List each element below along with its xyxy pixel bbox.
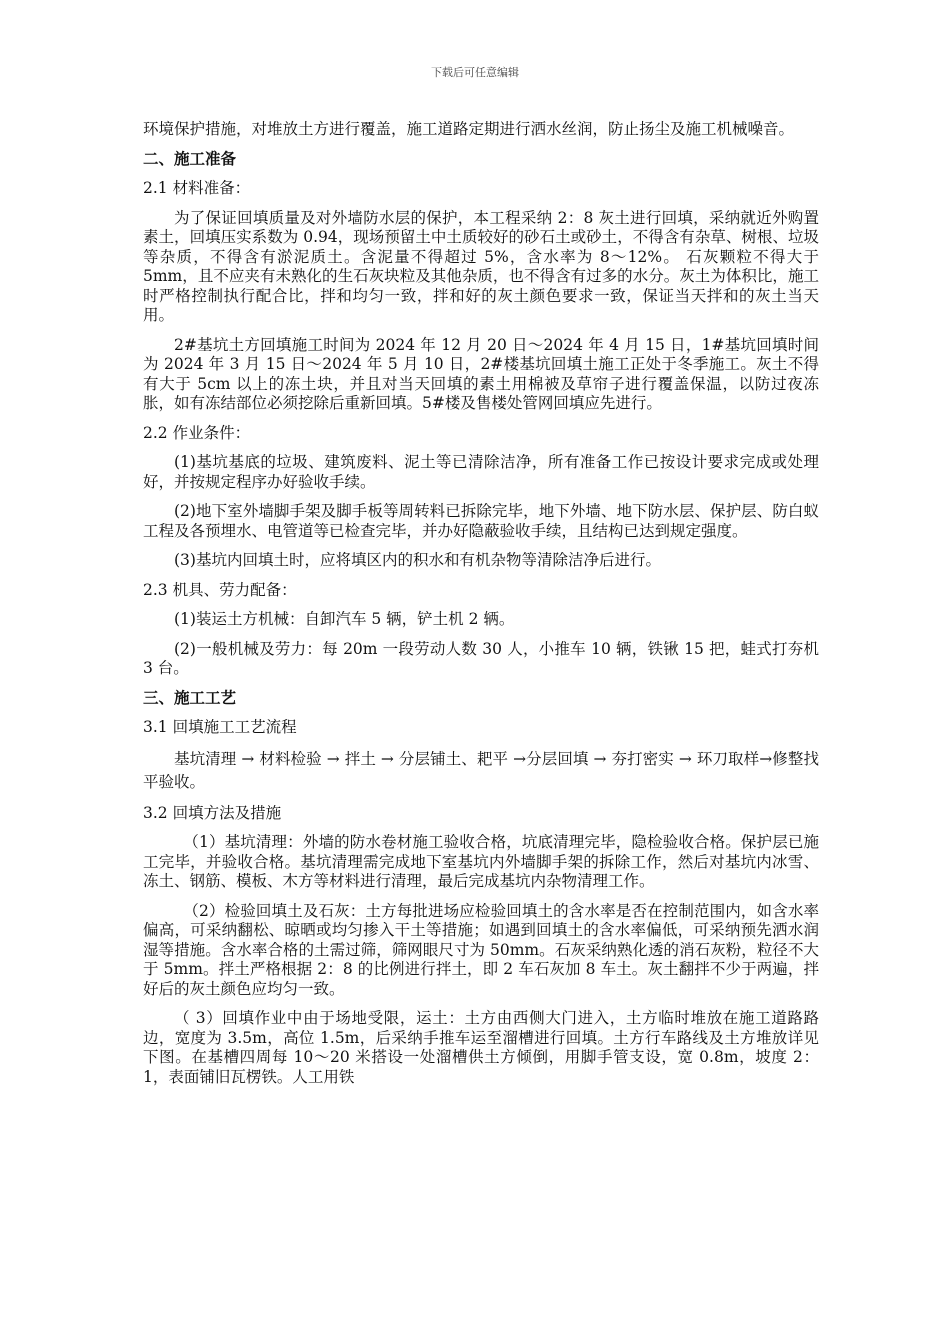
paragraph-2-1-schedule: 2#基坑土方回填施工时间为 2024 年 12 月 20 日～2024 年 4 月 15 日，1#基坑回填时间为 2024 年 3 月 15 日～2024 年 5 月 10 日，2#楼基坑回填土施工正处于冬季施工。灰土不得有大于 5cm 以上的冻土块，并且对当天回填的素土用棉被及草帘子进行覆盖保温，以防过夜冻胀，如有冻结部位必须挖除后重新回填。5#楼及售楼处管网回填应先进行。 [143,335,819,412]
intro-paragraph: 环境保护措施，对堆放土方进行覆盖，施工道路定期进行洒水丝润，防止扬尘及施工机械噪音。 [143,120,795,138]
paragraph-3-2-item-1: （1）基坑清理：外墙的防水卷材施工验收合格，坑底清理完毕，隐检验收合格。保护层已施工完毕，并验收合格。基坑清理需完成地下室基坑内外墙脚手架的拆除工作，然后对基坑内冰雪、冻土、钢筋、模板、木方等材料进行清理，最后完成基坑内杂物清理工作。 [143,833,819,890]
paragraph-3-1-flow: 基坑清理 → 材料检验 → 拌土 → 分层铺土、耙平 →分层回填 → 夯打密实 → 环刀取样→修整找平验收。 [143,749,819,791]
subsection-2-1: 2.1 材料准备： [143,179,251,197]
subsection-3-2: 3.2 回填方法及措施 [143,803,282,822]
subsection-2-3: 2.3 机具、劳力配备： [143,580,297,599]
document-body [143,120,819,1097]
paragraph-2-2-item-1: (1)基坑基底的垃圾、建筑废料、泥土等已清除洁净，所有准备工作已按设计要求完成或处理好，并按规定程序办好验收手续。 [143,453,819,491]
paragraph-2-2-item-2: (2)地下室外墙脚手架及脚手板等周转料已拆除完毕，地下外墙、地下防水层、保护层、防白蚁工程及各预埋水、电管道等已检查完毕，并办好隐蔽验收手续，且结构已达到规定强度。 [143,502,819,540]
paragraph-3-2-item-3: （ 3）回填作业中由于场地受限，运土：土方由西侧大门进入，土方临时堆放在施工道路路边，宽度为 3.5m，高位 1.5m，后采纳手推车运至溜槽进行回填。土方行车路线及土方堆放详见下图。在基槽四周每 10～20 米搭设一处溜槽供土方倾倒，用脚手管支设，宽 0.8m，坡度 2：1，表面铺旧瓦楞铁。人工用铁 [143,1009,819,1086]
paragraph-2-1-materials: 为了保证回填质量及对外墙防水层的保护，本工程采纳 2：8 灰土进行回填，采纳就近外购置素土，回填压实系数为 0.94，现场预留土中土质较好的砂石土或砂土，不得含有杂草、树根、垃圾等杂质，不得含有淤泥质土。含泥量不得超过 5%，含水率为 8～12%。 石灰颗粒不得大于 5mm，且不应夹有未熟化的生石灰块粒及其他杂质，也不得含有过多的水分。灰土为体积比，施工时严格控制执行配合比，拌和均匀一致，拌和好的灰土颜色要求一致，保证当天拌和的灰土当天用。 [143,208,819,324]
paragraph-3-2-item-2: （2）检验回填土及石灰：土方每批进场应检验回填土的含水率是否在控制范围内，如含水率偏高，可采纳翻松、晾晒或均匀掺入干土等措施；如遇到回填土的含水率偏低，可采纳预先洒水润湿等措施。含水率合格的土需过筛，筛网眼尺寸为 50mm。石灰采纳熟化透的消石灰粉，粒径不大于 5mm。拌土严格根据 2：8 的比例进行拌土，即 2 车石灰加 8 车土。灰土翻拌不少于两遍，拌好后的灰土颜色应均匀一致。 [143,901,819,998]
paragraph-2-2-item-3: (3)基坑内回填土时，应将填区内的积水和有机杂物等清除洁净后进行。 [174,551,661,569]
subsection-3-1: 3.1 回填施工工艺流程 [143,718,297,736]
subsection-2-2: 2.2 作业条件： [143,423,251,442]
section-heading-preparation: 二、施工准备 [143,149,237,168]
section-heading-process: 三、施工工艺 [143,688,237,707]
page-header: 下载后可任意编辑 [431,66,519,79]
paragraph-2-3-item-2: (2)一般机械及劳力：每 20m 一段劳动人数 30 人，小推车 10 辆，铁锹 15 把，蛙式打夯机 3 台。 [143,639,819,677]
paragraph-2-3-item-1: (1)装运土方机械：自卸汽车 5 辆，铲土机 2 辆。 [174,610,515,628]
